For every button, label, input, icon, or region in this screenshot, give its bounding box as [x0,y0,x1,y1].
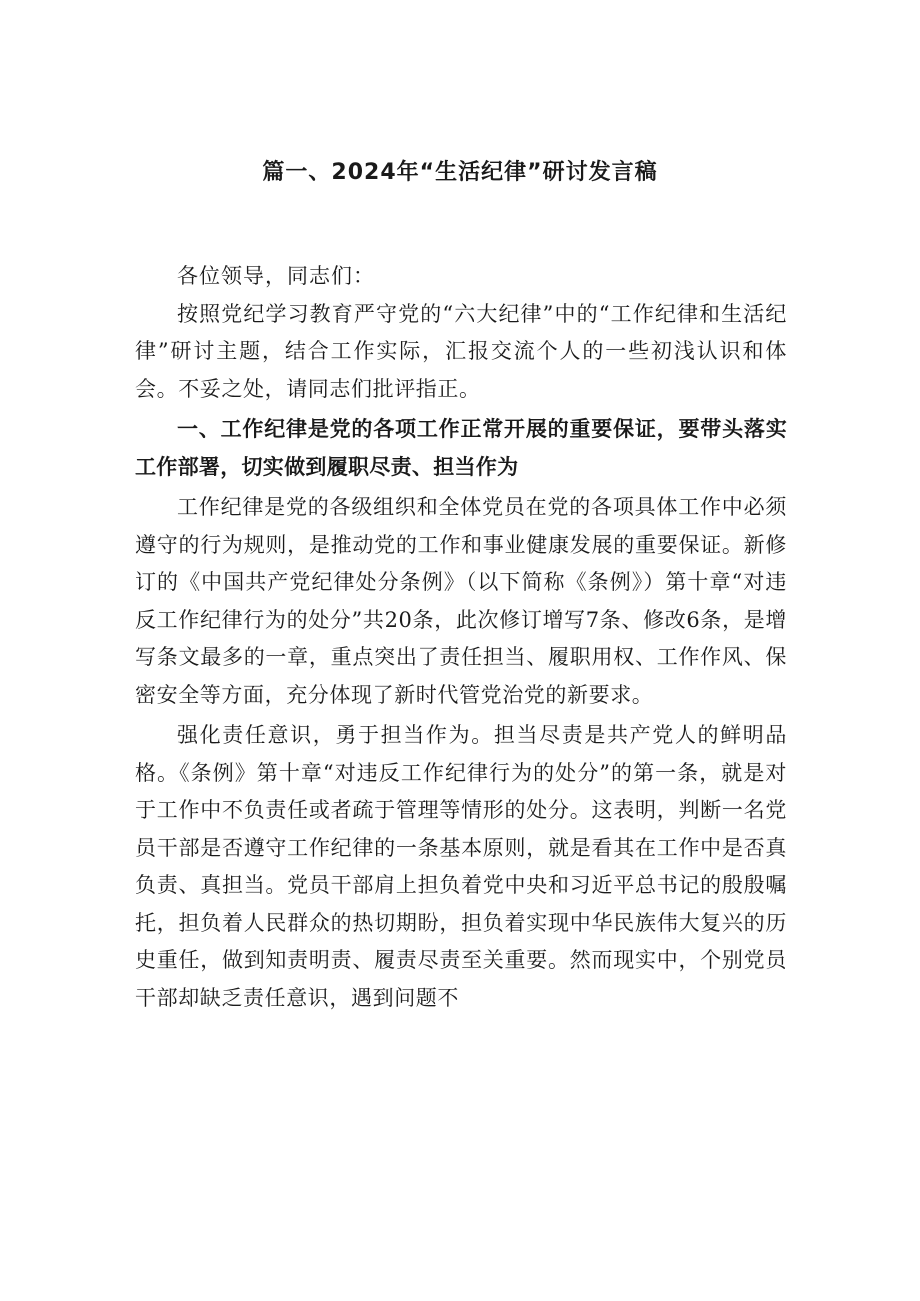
document-body [135,258,787,1017]
document-title: 篇一、2024年“生活纪律”研讨发言稿 [262,160,658,185]
section-heading: 一、工作纪律是党的各项工作正常开展的重要保证，要带头落实工作部署，切实做到履职尽责、担当作为 [135,417,787,479]
section-paragraph: 工作纪律是党的各级组织和全体党员在党的各项具体工作中必须遵守的行为规则，是推动党的工作和事业健康发展的重要保证。新修订的《中国共产党纪律处分条例》（以下简称《条例》）第十章“对违反工作纪律行为的处分”共20条，此次修订增写7条、修改6条，是增写条文最多的一章，重点突出了责任担当、履职用权、工作作风、保密安全等方面，充分体现了新时代管党治党的新要求。 [135,495,787,707]
section-paragraph: 强化责任意识，勇于担当作为。担当尽责是共产党人的鲜明品格。《条例》第十章“对违反工作纪律行为的处分”的第一条，就是对于工作中不负责任或者疏于管理等情形的处分。这表明，判断一名党员干部是否遵守工作纪律的一条基本原则，就是看其在工作中是否真负责、真担当。党员干部肩上担负着党中央和习近平总书记的殷殷嘱托，担负着人民群众的热切期盼，担负着实现中华民族伟大复兴的历史重任，做到知责明责、履责尽责至关重要。然而现实中，个别党员干部却缺乏责任意识，遇到问题不 [135,723,787,1010]
intro-paragraph: 按照党纪学习教育严守党的“六大纪律”中的“工作纪律和生活纪律”研讨主题，结合工作实际，汇报交流个人的一些初浅认识和体会。不妥之处，请同志们批评指正。 [135,301,787,401]
salutation: 各位领导，同志们： [177,264,375,288]
